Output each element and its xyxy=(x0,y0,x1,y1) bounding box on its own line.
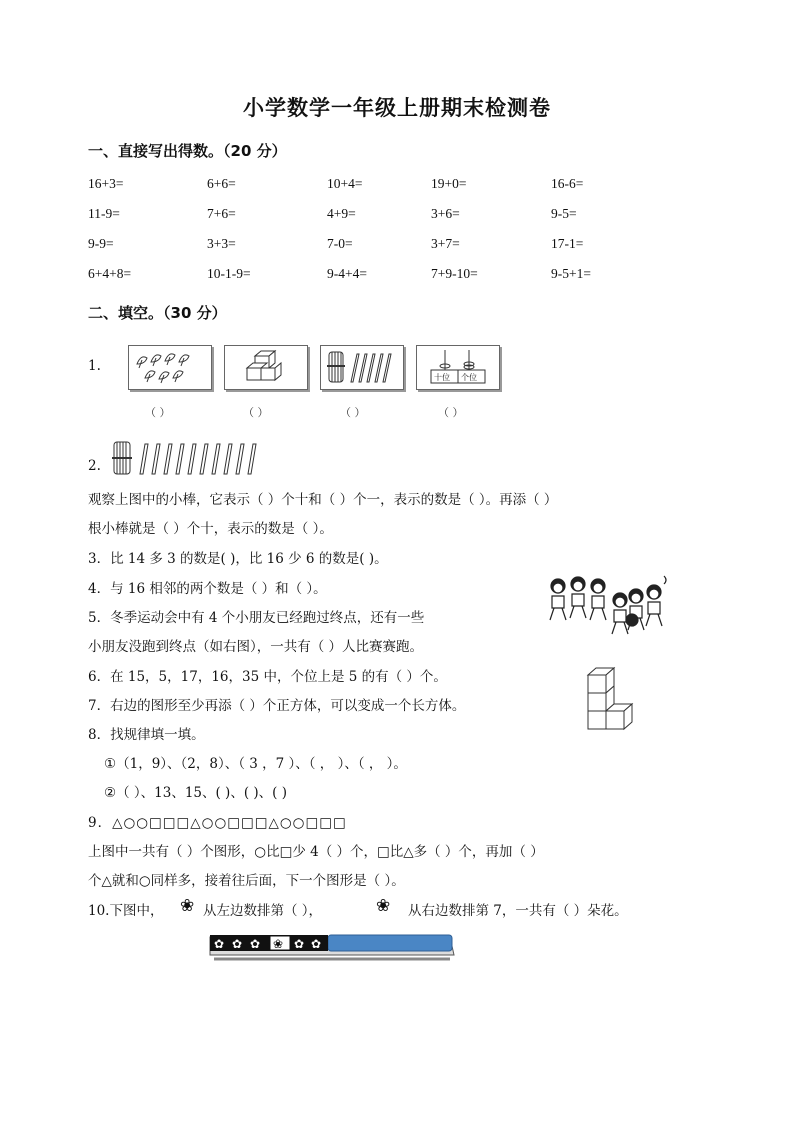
leaf-icon xyxy=(129,346,211,389)
calc-item: 4+9= xyxy=(327,206,356,221)
svg-text:❀: ❀ xyxy=(273,937,284,951)
cubes-picture xyxy=(224,345,308,390)
svg-text:✿: ✿ xyxy=(294,937,305,951)
cube-icon xyxy=(225,346,307,389)
svg-text:✿: ✿ xyxy=(250,937,261,951)
calc-item: 6+6= xyxy=(207,176,236,191)
calc-item: 19+0= xyxy=(431,176,467,191)
flower-icon: ❀ xyxy=(180,896,195,916)
q3-text: 3．比 14 多 3 的数是( )，比 16 少 6 的数是( )。 xyxy=(88,551,388,567)
calc-item: 3+7= xyxy=(431,236,460,251)
flower-shelf-icon xyxy=(208,927,456,971)
q2-number: 2. xyxy=(88,458,101,474)
calc-item: 9-4+4= xyxy=(327,266,367,281)
cube-icon xyxy=(584,665,646,739)
q1-number: 1. xyxy=(88,358,101,374)
q5-line1: 5．冬季运动会中有 4 个小朋友已经跑过终点，还有一些 xyxy=(88,610,425,626)
calc-item: 6+4+8= xyxy=(88,266,132,281)
q5-line2: 小朋友没跑到终点（如右图），一共有（ ）人比赛赛跑。 xyxy=(88,639,424,655)
leaves-picture xyxy=(128,345,212,390)
runners-picture xyxy=(548,572,670,642)
calc-item: 16-6= xyxy=(551,176,584,191)
answer-blank[interactable]: （ ） xyxy=(438,406,464,419)
answer-blank[interactable]: （ ） xyxy=(340,406,366,419)
q8-sequence-1: ①（1，9）、（2，8）、（ 3 ，7 ）、（ ， ）、（ ， ）。 xyxy=(104,756,407,772)
calc-item: 17-1= xyxy=(551,236,584,251)
svg-text:✿: ✿ xyxy=(214,937,225,951)
cube-stack-picture xyxy=(584,665,646,743)
answer-blank[interactable]: （ ） xyxy=(243,406,269,419)
calc-item: 9-5+1= xyxy=(551,266,591,281)
calc-item: 7+9-10= xyxy=(431,266,478,281)
q9-shape-sequence: 9．△○○□□□△○○□□□△○○□□□ xyxy=(88,815,347,831)
q10-text-c: 从右边数排第 7，一共有（ ）朵花。 xyxy=(408,903,628,919)
q10-text-a: 10.下图中， xyxy=(88,903,164,919)
tens-place-label: 十位 xyxy=(434,373,450,382)
calc-item: 10-1-9= xyxy=(207,266,251,281)
calc-item: 7-0= xyxy=(327,236,353,251)
q8-text: 8．找规律填一填。 xyxy=(88,727,205,743)
calc-item: 3+3= xyxy=(207,236,236,251)
stick-bundle-picture xyxy=(108,440,268,480)
flower-icon: ❀ xyxy=(376,896,391,916)
calc-item: 3+6= xyxy=(431,206,460,221)
calc-item: 9-5= xyxy=(551,206,577,221)
stick-icon xyxy=(108,440,268,476)
flower-row-picture xyxy=(208,927,456,975)
calc-item: 7+6= xyxy=(207,206,236,221)
sticks-picture xyxy=(320,345,404,390)
abacus-picture xyxy=(416,345,500,390)
abacus-icon xyxy=(417,346,499,389)
q6-text: 6．在 15，5，17，16，35 中，个位上是 5 的有（ ）个。 xyxy=(88,669,447,685)
q4-text: 4．与 16 相邻的两个数是（ ）和（ ）。 xyxy=(88,581,327,597)
q2-line1: 观察上图中的小棒，它表示（ ）个十和（ ）个一，表示的数是（ ）。再添（ ） xyxy=(88,492,558,508)
page-title: 小学数学一年级上册期末检测卷 xyxy=(243,96,551,120)
svg-text:✿: ✿ xyxy=(232,937,243,951)
section-2-heading: 二、填空。（30 分） xyxy=(88,304,227,322)
q2-line2: 根小棒就是（ ）个十，表示的数是（ ）。 xyxy=(88,521,333,537)
answer-blank[interactable]: （ ） xyxy=(145,406,171,419)
q9-line2: 上图中一共有（ ）个图形，○比□少 4（ ）个，□比△多（ ）个，再加（ ） xyxy=(88,844,544,860)
stick-icon xyxy=(321,346,403,389)
ones-place-label: 个位 xyxy=(461,373,477,382)
svg-text:✿: ✿ xyxy=(311,937,322,951)
child-runner-icon xyxy=(548,572,670,638)
calc-item: 11-9= xyxy=(88,206,120,221)
q8-sequence-2: ②（ ）、13、15、( )、( )、( ) xyxy=(104,785,287,801)
q10-text-b: 从左边数排第（ ）， xyxy=(203,903,323,919)
q7-text: 7．右边的图形至少再添（ ）个正方体，可以变成一个长方体。 xyxy=(88,698,466,714)
calc-item: 10+4= xyxy=(327,176,363,191)
section-1-heading: 一、直接写出得数。（20 分） xyxy=(88,142,287,160)
calc-item: 16+3= xyxy=(88,176,124,191)
calc-item: 9-9= xyxy=(88,236,114,251)
q9-line3: 个△就和○同样多，接着往后面，下一个图形是（ ）。 xyxy=(88,873,405,889)
